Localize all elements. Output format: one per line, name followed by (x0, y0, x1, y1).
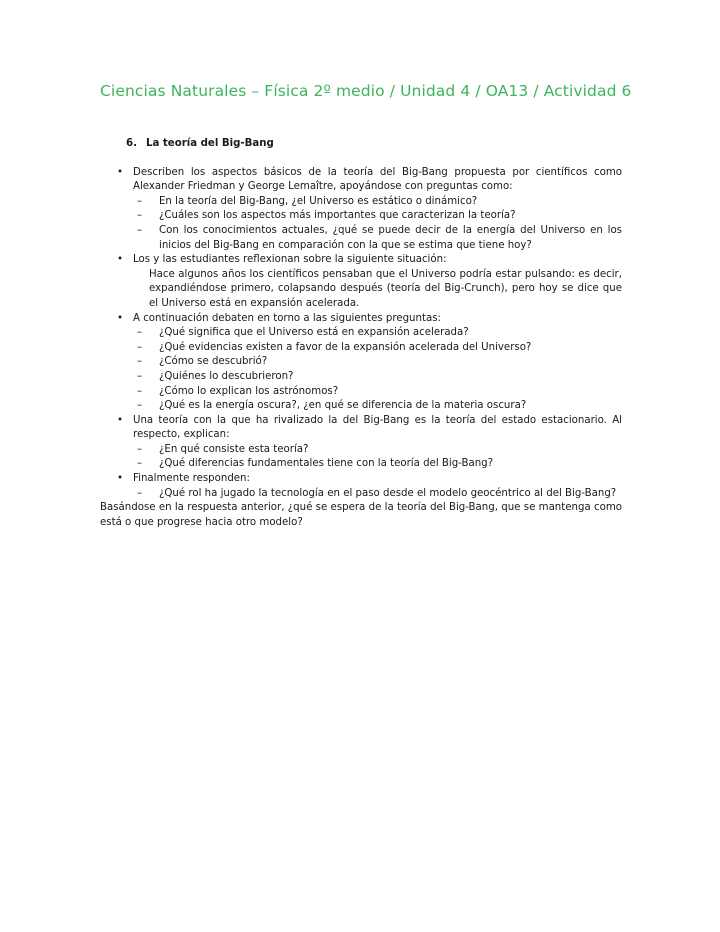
dash-icon: – (137, 341, 143, 353)
situation-quote: Hace algunos años los científicos pensaban que el Universo podría estar pulsando: es decir, expandiéndose primero, colapsando después (teoría del Big-Crunch), pero hoy se dice que el Universo está en expansión acelerada. (149, 268, 622, 309)
dash-icon: – (137, 195, 143, 207)
sub-list-item (133, 457, 622, 472)
sub-list (133, 443, 622, 472)
dash-icon: – (137, 487, 143, 499)
activity-content (100, 137, 622, 530)
dash-icon: – (137, 443, 143, 455)
dash-icon: – (137, 370, 143, 382)
section-title-text: La teoría del Big-Bang (146, 138, 274, 149)
sub-list (133, 195, 622, 253)
bullet-text: Los y las estudiantes reflexionan sobre la siguiente situación: (133, 254, 447, 266)
sub-list-item (133, 195, 622, 210)
sub-item-text: ¿En qué consiste esta teoría? (159, 443, 309, 455)
sub-list (133, 487, 622, 502)
bullet-icon: • (117, 414, 124, 426)
activity-list (100, 166, 622, 502)
dash-icon: – (137, 458, 143, 470)
sub-list (133, 326, 622, 414)
sub-item-text: En la teoría del Big-Bang, ¿el Universo es estático o dinámico? (159, 195, 478, 207)
section-number: 6. (126, 138, 137, 149)
dash-icon: – (137, 400, 143, 412)
sub-list-item (133, 399, 622, 414)
list-item (100, 312, 622, 414)
sub-item-text: ¿Cómo lo explican los astrónomos? (159, 385, 339, 397)
bullet-text: Describen los aspectos básicos de la teoría del Big-Bang propuesta por científicos como Alexander Friedman y George Lemaître, apoyándose con preguntas como: (133, 166, 622, 193)
section-title (126, 137, 622, 152)
sub-item-text: ¿Cómo se descubrió? (159, 356, 268, 368)
sub-list-item (133, 385, 622, 400)
page-header: Ciencias Naturales – Física 2º medio / Unidad 4 / OA13 / Actividad 6 (100, 82, 632, 100)
sub-item-text: ¿Qué evidencias existen a favor de la expansión acelerada del Universo? (159, 341, 532, 353)
sub-item-text: ¿Qué significa que el Universo está en expansión acelerada? (159, 327, 469, 339)
dash-icon: – (137, 327, 143, 339)
sub-list-item (133, 370, 622, 385)
bullet-icon: • (117, 312, 124, 324)
list-item (100, 414, 622, 472)
list-item (100, 472, 622, 501)
bullet-icon: • (117, 254, 124, 266)
sub-item-text: Con los conocimientos actuales, ¿qué se puede decir de la energía del Universo en los inicios del Big-Bang en comparación con la que se estima que tiene hoy? (159, 224, 622, 251)
sub-list-item (133, 443, 622, 458)
list-item (100, 253, 622, 311)
dash-icon: – (137, 356, 143, 368)
bullet-text: A continuación debaten en torno a las siguientes preguntas: (133, 312, 441, 324)
bullet-text: Finalmente responden: (133, 473, 250, 485)
dash-icon: – (137, 224, 143, 236)
sub-item-text: ¿Qué rol ha jugado la tecnología en el paso desde el modelo geocéntrico al del Big-Bang? (159, 487, 617, 499)
bullet-icon: • (117, 166, 124, 178)
sub-item-text: ¿Qué es la energía oscura?, ¿en qué se diferencia de la materia oscura? (159, 400, 527, 412)
list-item (100, 166, 622, 254)
sub-item-text: ¿Cuáles son los aspectos más importantes que caracterizan la teoría? (159, 210, 516, 222)
sub-list-item (133, 487, 622, 502)
sub-list-item (133, 355, 622, 370)
sub-list-item (133, 326, 622, 341)
closing-paragraph: Basándose en la respuesta anterior, ¿qué se espera de la teoría del Big-Bang, que se mantenga como está o que progrese hacia otro modelo? (100, 502, 622, 528)
bullet-text: Una teoría con la que ha rivalizado la del Big-Bang es la teoría del estado estacionario. Al respecto, explican: (133, 414, 622, 441)
bullet-icon: • (117, 473, 124, 485)
sub-list-item (133, 224, 622, 253)
sub-item-text: ¿Qué diferencias fundamentales tiene con la teoría del Big-Bang? (159, 458, 494, 470)
dash-icon: – (137, 210, 143, 222)
dash-icon: – (137, 385, 143, 397)
sub-list-item (133, 209, 622, 224)
sub-item-text: ¿Quiénes lo descubrieron? (159, 370, 294, 382)
sub-list-item (133, 341, 622, 356)
